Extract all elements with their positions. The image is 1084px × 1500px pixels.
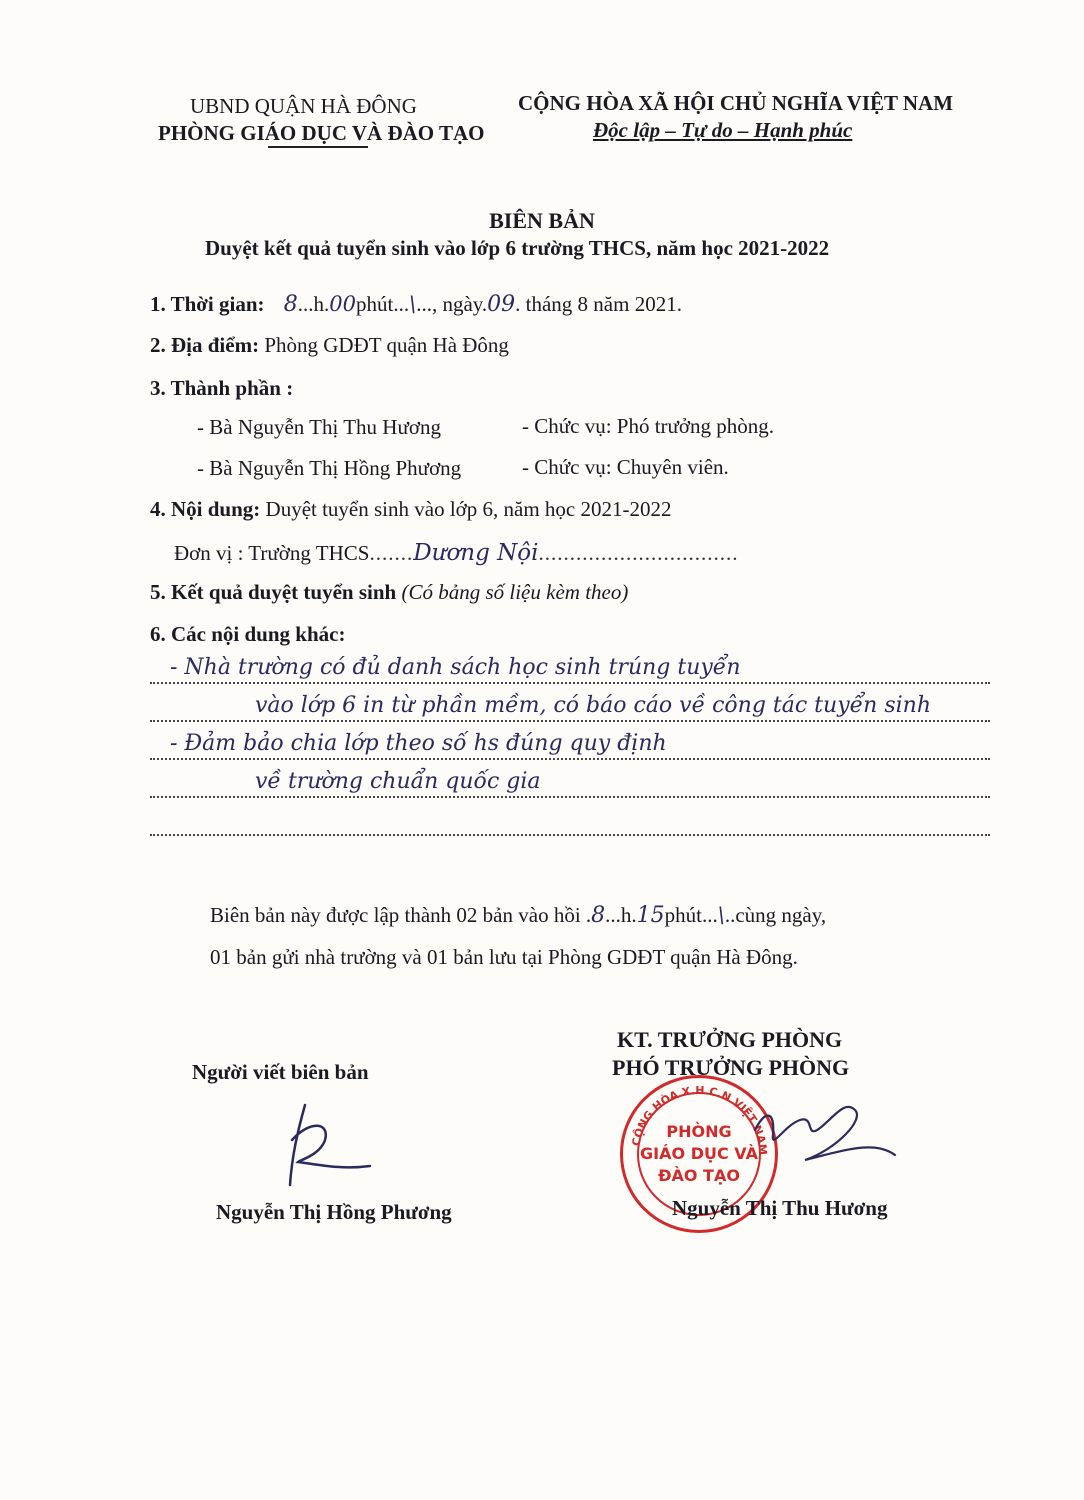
other-line-2-text: vào lớp 6 in từ phần mềm, có báo cáo về công tác tuyển sinh: [255, 693, 931, 718]
closing-hour-handwritten: 8: [591, 903, 606, 928]
other-line-5: [150, 806, 990, 836]
other-line-3: [150, 730, 990, 760]
place-label: 2. Địa điểm:: [150, 333, 260, 357]
closing-line-2: 01 bản gửi nhà trường và 01 bản lưu tại Phòng GDĐT quận Hà Đông.: [210, 945, 798, 969]
stamp-line-2: GIÁO DỤC VÀ: [640, 1144, 758, 1163]
member-1-name: - Bà Nguyễn Thị Thu Hương: [197, 415, 441, 439]
right-sign-title-2: PHÓ TRƯỞNG PHÒNG: [612, 1055, 850, 1080]
item-result: [150, 580, 628, 605]
other-label: 6. Các nội dung khác:: [150, 622, 346, 646]
stamp-line-3: ĐÀO TẠO: [658, 1166, 740, 1185]
header-rule: [268, 146, 368, 148]
right-signature: [745, 1090, 905, 1180]
member-2-name: - Bà Nguyễn Thị Hồng Phương: [197, 456, 462, 480]
place-value: Phòng GDĐT quận Hà Đông: [264, 333, 509, 357]
left-sign-name: Nguyễn Thị Hồng Phương: [216, 1200, 452, 1224]
time-day-handwritten: 09: [487, 292, 516, 317]
other-line-4-text: về trường chuẩn quốc gia: [255, 769, 541, 794]
other-line-2: [150, 692, 990, 722]
stamp-line-1: PHÒNG: [666, 1122, 732, 1141]
stamp-ring-text: CỘNG HÒA X.H.C.N VIỆT NAM: [629, 1083, 770, 1156]
right-sign-title-1: KT. TRƯỞNG PHÒNG: [617, 1027, 843, 1052]
members-label: 3. Thành phần :: [150, 376, 294, 400]
agency-name: UBND QUẬN HÀ ĐÔNG: [190, 94, 417, 118]
document-title: BIÊN BẢN: [489, 208, 595, 233]
left-signature: [270, 1100, 380, 1190]
time-minute-handwritten: 00: [329, 292, 357, 316]
closing-suffix: ..cùng ngày,: [724, 903, 827, 927]
result-label: 5. Kết quả duyệt tuyển sinh: [150, 580, 397, 604]
time-hour-handwritten: 8: [283, 292, 298, 317]
document-subtitle: Duyệt kết quả tuyển sinh vào lớp 6 trường THCS, năm học 2021-2022: [205, 236, 830, 260]
unit-handwritten: Dương Nội: [413, 540, 539, 566]
closing-second-handwritten: \: [717, 903, 725, 927]
national-motto: Độc lập – Tự do – Hạnh phúc: [593, 118, 853, 142]
member-1-role: - Chức vụ: Phó trưởng phòng.: [522, 414, 775, 438]
other-line-4: [150, 768, 990, 798]
item-time: [150, 292, 682, 317]
time-day-label: ..., ngày.: [416, 292, 488, 316]
time-second-handwritten: \: [409, 292, 417, 316]
time-minute-label: phút...: [356, 292, 410, 316]
national-title: CỘNG HÒA XÃ HỘI CHỦ NGHĨA VIỆT NAM: [518, 91, 954, 115]
unit-dots-after: ................................: [538, 541, 739, 565]
other-line-1-text: - Nhà trường có đủ danh sách học sinh trúng tuyển: [170, 655, 741, 680]
member-2-role: - Chức vụ: Chuyên viên.: [522, 455, 729, 479]
closing-h-sep: ...h.: [605, 903, 637, 927]
result-note: (Có bảng số liệu kèm theo): [401, 580, 629, 604]
time-label: 1. Thời gian:: [150, 292, 265, 316]
item-content: [150, 497, 672, 522]
other-line-3-text: - Đảm bảo chia lớp theo số hs đúng quy định: [170, 731, 667, 756]
closing-minute-handwritten: 15: [636, 903, 665, 928]
other-line-1: [150, 654, 990, 684]
department-name: PHÒNG GIÁO DỤC VÀ ĐÀO TẠO: [158, 121, 485, 145]
closing-mid: phút...: [664, 903, 718, 927]
right-sign-name: Nguyễn Thị Thu Hương: [672, 1196, 888, 1220]
content-label: 4. Nội dung:: [150, 497, 261, 521]
item-place: [150, 333, 509, 358]
unit-line: [174, 540, 738, 566]
closing-prefix: Biên bản này được lập thành 02 bản vào hồi .: [210, 903, 592, 927]
unit-dots-before: .......: [369, 541, 414, 565]
time-rest: . tháng 8 năm 2021.: [515, 292, 682, 316]
content-value: Duyệt tuyển sinh vào lớp 6, năm học 2021-2022: [265, 497, 672, 521]
closing-line-1: [210, 903, 826, 928]
time-h-sep: ...h.: [297, 292, 330, 316]
unit-label: Đơn vị : Trường THCS: [174, 541, 370, 565]
left-sign-title: Người viết biên bản: [192, 1060, 369, 1084]
